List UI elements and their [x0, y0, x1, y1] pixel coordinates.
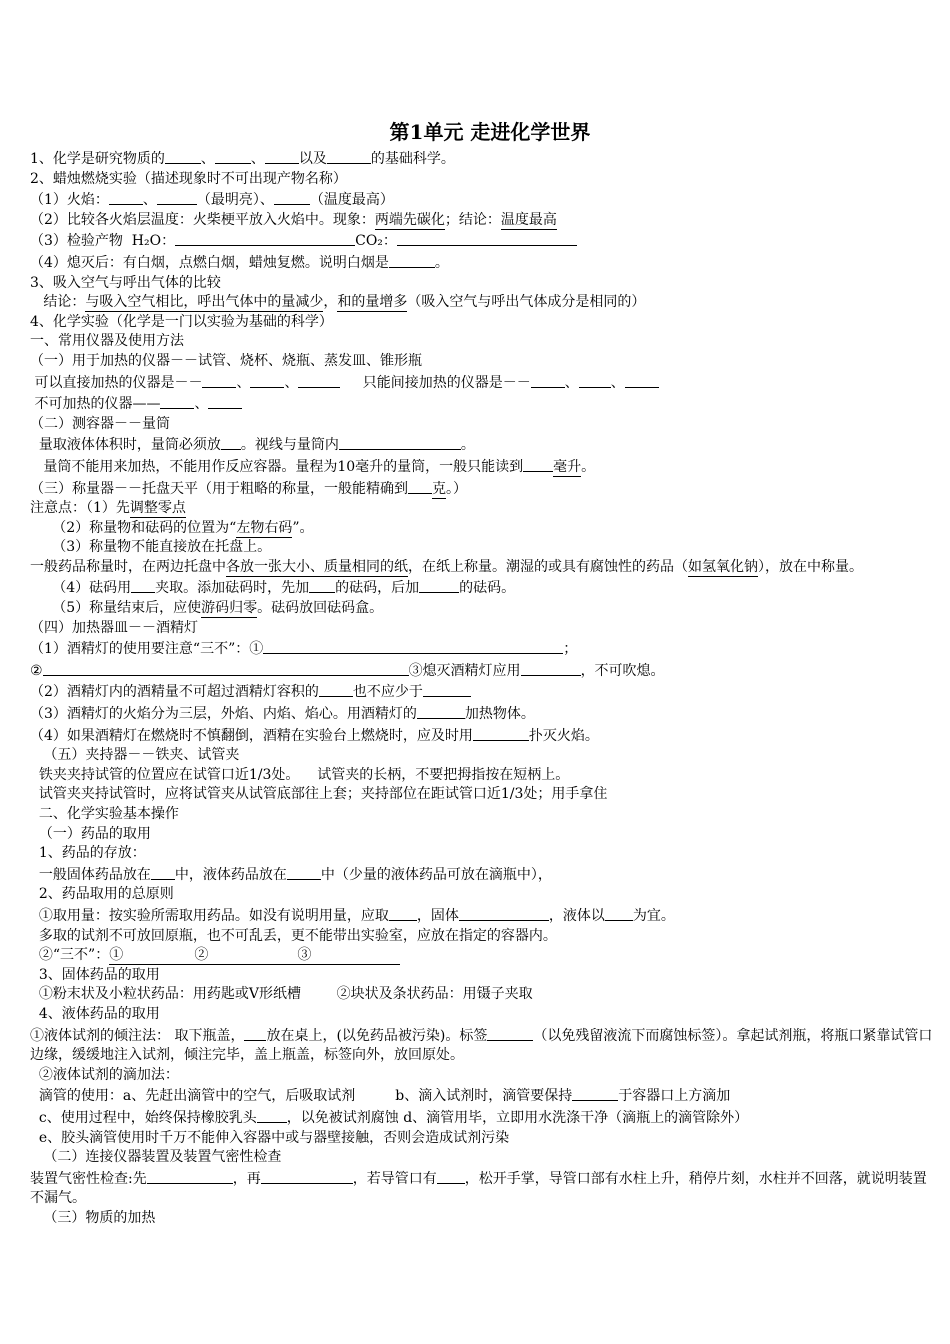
fill-in-blank	[261, 1168, 353, 1184]
text-segment: （一）用于加热的仪器－－试管、烧杯、烧瓶、蒸发皿、锥形瓶	[30, 352, 422, 369]
text-segment: （1）火焰：	[30, 192, 109, 209]
text-segment: 于容器口上方滴加	[618, 1088, 731, 1105]
text-segment: 、	[250, 151, 265, 167]
text-segment: CO₂：	[355, 233, 397, 250]
fill-in-blank	[487, 1025, 533, 1041]
fill-in-blank	[131, 577, 155, 593]
text-line	[30, 332, 940, 352]
text-line	[30, 1107, 940, 1129]
fill-in-blank	[263, 638, 563, 654]
text-segment: 的基础科学。	[370, 151, 455, 167]
text-line	[30, 1168, 940, 1209]
text-segment: （最明亮）、	[196, 192, 274, 209]
text-segment: ②	[30, 662, 43, 679]
text-segment: ，以免被试剂腐蚀 d、滴管用毕，立即用水洗涤干净（滴瓶上的滴管除外）	[286, 1109, 749, 1126]
fill-in-blank	[175, 230, 355, 246]
text-segment: （一）药品的取用	[30, 825, 151, 842]
fill-in-blank	[417, 703, 465, 719]
text-segment: （五）夹持器－－铁夹、试管夹	[30, 747, 240, 764]
text-segment: ①液体试剂的倾注法： 取下瓶盖，	[30, 1027, 245, 1044]
fill-in-blank	[147, 1168, 233, 1184]
text-segment: 装置气密性检查:先	[30, 1170, 147, 1187]
fill-in-blank	[389, 252, 435, 268]
text-segment: 、	[236, 374, 251, 391]
underlined-answer: 如氢氧化钠	[688, 558, 758, 575]
text-segment: 4、液体药品的取用	[30, 1005, 160, 1022]
text-segment: 。视线与量筒内	[240, 437, 339, 454]
text-segment: 3、吸入空气与呼出气体的比较	[30, 274, 221, 291]
fill-in-blank	[579, 372, 611, 388]
text-line	[30, 1129, 940, 1149]
text-segment: 量取液体体积时，量筒必须放	[30, 437, 221, 454]
text-segment: （5）称量结束后，应使	[30, 600, 202, 617]
underlined-answer: 各放一张大小、质量相同的纸	[226, 558, 408, 575]
underlined-answer: 和	[337, 294, 352, 311]
text-line	[30, 393, 940, 415]
text-segment: （三）称量器－－托盘天平（用于粗略的称量，一般能精确到	[30, 480, 408, 497]
text-segment: （四）加热器皿－－酒精灯	[30, 619, 198, 636]
text-segment: ①取用量：按实验所需取用药品。如没有说明用量，应取	[30, 907, 389, 924]
text-line	[30, 352, 940, 372]
text-line	[30, 805, 940, 825]
fill-in-blank	[43, 660, 409, 676]
text-line	[30, 577, 940, 599]
text-line	[30, 558, 940, 578]
text-segment: （3）检验产物 H₂O：	[30, 233, 176, 250]
text-line	[30, 725, 940, 747]
worksheet-body	[30, 148, 940, 1228]
text-segment: ；结论：	[444, 211, 501, 228]
text-segment: 。）	[446, 480, 467, 497]
text-line	[30, 415, 940, 435]
fill-in-blank	[419, 577, 459, 593]
text-line	[30, 434, 940, 456]
text-segment: 。	[581, 458, 596, 475]
text-segment: 可以直接加热的仪器是－－	[30, 374, 203, 391]
text-line	[30, 766, 940, 786]
fill-in-blank	[319, 681, 353, 697]
underlined-answer: 的量增多	[351, 294, 408, 311]
text-segment: 放在桌上，(以免药品被污染)。标签	[266, 1027, 488, 1044]
text-segment: （三）物质的加热	[30, 1209, 156, 1226]
fill-in-blank	[244, 1025, 266, 1041]
text-line	[30, 1005, 940, 1025]
text-line	[30, 966, 940, 986]
fill-in-blank	[109, 189, 143, 205]
fill-in-blank	[215, 148, 251, 164]
fill-in-blank	[157, 189, 197, 205]
text-line	[30, 252, 940, 274]
fill-in-blank	[572, 1085, 618, 1101]
text-segment: ②液体试剂的滴加法：	[30, 1066, 179, 1083]
text-line	[30, 293, 940, 313]
text-line	[30, 844, 940, 864]
text-segment: 中，液体药品放在	[174, 866, 287, 883]
text-segment: ，再	[232, 1170, 261, 1187]
text-line	[30, 619, 940, 639]
text-line	[30, 746, 940, 766]
underlined-answer: 两端先碳化	[374, 211, 445, 228]
text-segment: 一、常用仪器及使用方法	[30, 333, 184, 350]
text-segment: （吸入空气与呼出气体成分是相同的）	[407, 294, 646, 311]
underlined-answer: 克	[432, 480, 446, 497]
text-segment: （4）如果酒精灯在燃烧时不慎翻倒，酒精在实验台上燃烧时，应及时用	[30, 727, 473, 744]
text-line	[30, 1025, 940, 1066]
text-segment: c、使用过程中，始终保持橡胶乳头	[30, 1109, 257, 1126]
text-segment: 结论：	[30, 294, 86, 311]
text-line	[30, 599, 940, 619]
text-segment: （2）酒精灯内的酒精量不可超过酒精灯容积的	[30, 684, 319, 701]
underlined-answer: 调整零点	[129, 500, 186, 517]
text-segment: 多取的试剂不可放回原瓶，也不可乱丢，更不能带出实验室，应放在指定的容器内。	[30, 927, 557, 944]
text-segment: （4）砝码用	[30, 580, 132, 597]
fill-in-blank	[165, 148, 201, 164]
text-segment: 一般固体药品放在	[30, 866, 151, 883]
fill-in-blank	[160, 393, 194, 409]
underlined-answer: 温度最高	[500, 211, 557, 228]
fill-in-blank	[408, 478, 432, 494]
text-segment: 的砝码，后加	[335, 580, 420, 597]
text-line	[30, 864, 940, 886]
text-segment: 、	[610, 374, 625, 391]
text-segment: 夹取。添加砝码时，先加	[155, 580, 310, 597]
text-line	[30, 1209, 940, 1229]
text-segment: 滴管的使用：a、先赶出滴管中的空气，后吸取试剂 b、滴入试剂时，滴管要保持	[30, 1088, 573, 1105]
text-segment: 。砝码放回砝码盒。	[257, 600, 384, 617]
text-segment: ，	[323, 294, 338, 311]
text-segment: 也不应少于	[352, 684, 423, 701]
text-segment: 加热物体。	[464, 706, 535, 723]
fill-in-blank	[309, 577, 335, 593]
text-segment: 、	[194, 396, 209, 413]
text-segment: 3、固体药品的取用	[30, 966, 160, 983]
text-segment: 只能间接加热的仪器是－－	[340, 374, 531, 391]
fill-in-blank	[221, 434, 241, 450]
text-segment: 、	[284, 374, 299, 391]
text-line	[30, 660, 940, 682]
fill-in-blank	[287, 864, 321, 880]
text-segment: ，在纸上称量。潮湿的或具有腐蚀性的药品（	[408, 558, 688, 575]
text-segment: 1、药品的存放：	[30, 845, 146, 862]
text-line	[30, 148, 940, 170]
text-line	[30, 313, 940, 333]
fill-in-blank	[327, 148, 371, 164]
fill-in-blank	[257, 1107, 287, 1123]
fill-in-blank	[397, 230, 577, 246]
fill-in-blank	[437, 1168, 465, 1184]
text-segment: （2）比较各火焰层温度：火柴梗平放入火焰中。现象：	[30, 211, 375, 228]
fill-in-blank	[531, 372, 565, 388]
text-line	[30, 927, 940, 947]
text-segment: 、	[142, 192, 157, 209]
text-line	[30, 372, 940, 394]
fill-in-blank	[339, 434, 461, 450]
text-line	[30, 703, 940, 725]
fill-in-blank	[274, 189, 310, 205]
text-line	[30, 1066, 940, 1086]
text-segment: （3）酒精灯的火焰分为三层，外焰、内焰、焰心。用酒精灯的	[30, 706, 417, 723]
fill-in-blank	[523, 456, 553, 472]
text-line	[30, 985, 940, 1005]
text-segment: ，不可吹熄。	[580, 662, 665, 679]
text-segment: ，若导管口有	[352, 1170, 437, 1187]
text-segment: ②“三不”：	[30, 947, 110, 964]
text-segment: （3）称量物不能直接放在托盘上。	[30, 539, 272, 556]
text-segment: 注意点：（1）先	[30, 500, 130, 517]
text-segment: ，固体	[416, 907, 459, 924]
underlined-answer: 左物右码	[236, 519, 293, 536]
text-line	[30, 638, 940, 660]
fill-in-blank	[208, 393, 242, 409]
text-segment: 1、化学是研究物质的	[30, 151, 165, 167]
text-segment: 。	[460, 437, 475, 454]
fill-in-blank	[423, 681, 471, 697]
text-line	[30, 1148, 940, 1168]
text-line	[30, 946, 940, 966]
underlined-answer: 游码归零	[201, 600, 258, 617]
text-segment: 2、药品取用的总原则	[30, 886, 174, 903]
text-line	[30, 478, 940, 500]
text-line	[30, 519, 940, 539]
text-line	[30, 681, 940, 703]
text-segment: ），放在中称量。	[758, 558, 863, 575]
underlined-answer: 与吸入空气相比，呼出气体中	[85, 294, 268, 311]
text-line	[30, 785, 940, 805]
text-segment: ①粉末状及小粒状药品：用药匙或V形纸槽 ②块状及条状药品：用镊子夹取	[30, 986, 533, 1003]
fill-in-blank	[521, 660, 581, 676]
text-line	[30, 456, 940, 478]
fill-in-blank	[473, 725, 529, 741]
fill-in-blank	[151, 864, 175, 880]
text-segment: （二）测容器－－量筒	[30, 415, 170, 432]
text-segment: 。	[434, 254, 449, 271]
fill-in-blank	[202, 372, 236, 388]
text-segment: e、胶头滴管使用时千万不能伸入容器中或与器壁接触，否则会造成试剂污染	[30, 1129, 510, 1146]
fill-in-blank	[250, 372, 284, 388]
text-segment: 2、蜡烛燃烧实验（描述现象时不可出现产物名称）	[30, 170, 347, 187]
text-segment: （1）酒精灯的使用要注意“三不”：①	[30, 641, 264, 658]
text-segment: 一般药品称量时，在两边托盘中	[30, 558, 226, 575]
fill-in-blank	[625, 372, 659, 388]
text-segment: ”。	[292, 519, 314, 536]
text-line	[30, 170, 940, 190]
text-segment: 、	[564, 374, 579, 391]
text-segment: 不可加热的仪器——	[30, 396, 161, 413]
text-segment: （温度最高）	[309, 192, 394, 209]
text-segment: 扑灭火焰。	[528, 727, 599, 744]
text-segment: 的砝码。	[459, 580, 516, 597]
text-segment: 以及	[298, 151, 327, 167]
text-line	[30, 1085, 940, 1107]
text-segment: ，液体以	[548, 907, 605, 924]
text-segment: （2）称量物和砝码的位置为“	[30, 519, 237, 536]
text-segment: 为宜。	[632, 907, 675, 924]
fill-in-blank	[389, 905, 417, 921]
text-segment: 、	[200, 151, 215, 167]
text-segment: 铁夹夹持试管的位置应在试管口近1/3处。 试管夹的长柄，不要把拇指按在短柄上。	[30, 766, 570, 783]
worksheet	[30, 118, 940, 1228]
text-line	[30, 905, 940, 927]
underlined-answer: 毫升	[553, 458, 582, 475]
text-segment: ，松开手掌，导管口部有水柱上升，稍停片刻，水柱并不回落，就说明装置不漏气。	[30, 1170, 927, 1207]
text-segment: （二）连接仪器装置及装置气密性检查	[30, 1149, 282, 1166]
text-line	[30, 499, 940, 519]
text-segment: 试管夹夹持试管时，应将试管夹从试管底部往上套；夹持部位在距试管口近1/3处；用手拿住	[30, 786, 608, 803]
text-segment: （以免残留液流下而腐蚀标签）。拿起试剂瓶，将瓶口紧靠试管口边缘，缓缓地注入试剂，倾注完毕，盖上瓶盖，标签向外，放回原处。	[30, 1027, 933, 1064]
text-segment: 中（少量的液体药品可放在滴瓶中），	[320, 866, 552, 883]
fill-in-blank	[265, 148, 299, 164]
underlined-answer: 的量减少	[267, 294, 324, 311]
page-title: 第1单元 走进化学世界	[389, 120, 591, 144]
text-segment: 量筒不能用来加热，不能用作反应容器。量程为10毫升的量筒，一般只能读到	[30, 458, 524, 475]
text-line	[30, 211, 940, 231]
text-line	[30, 274, 940, 294]
text-segment: （4）熄灭后：有白烟，点燃白烟，蜡烛复燃。说明白烟是	[30, 254, 389, 271]
fill-in-blank	[298, 372, 340, 388]
underlined-answer: ① ② ③	[109, 947, 401, 964]
fill-in-blank	[605, 905, 633, 921]
text-segment: ；	[563, 641, 578, 658]
text-segment: 4、化学实验（化学是一门以实验为基础的科学）	[30, 313, 333, 330]
text-segment: ③熄灭酒精灯应用	[408, 662, 521, 679]
text-line	[30, 230, 940, 252]
text-line	[30, 538, 940, 558]
text-line	[30, 825, 940, 845]
fill-in-blank	[459, 905, 549, 921]
text-segment: 二、化学实验基本操作	[30, 806, 179, 822]
text-line	[30, 189, 940, 211]
text-line	[30, 885, 940, 905]
